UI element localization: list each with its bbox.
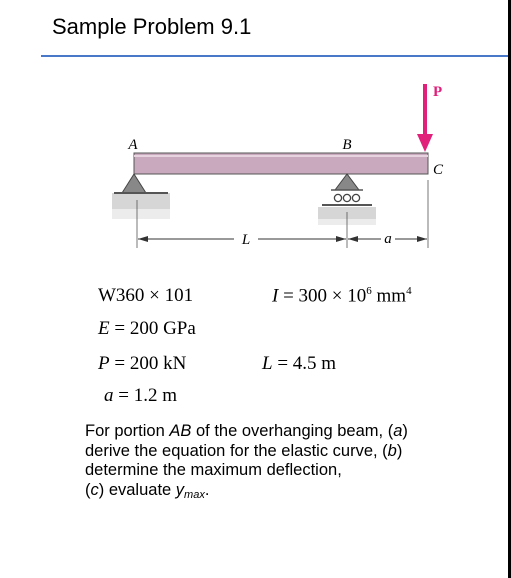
roller — [352, 194, 359, 201]
load-magnitude: P = 200 kN — [98, 353, 187, 374]
moment-of-inertia: $I = 300 \times 10^6$ $mm^4$ — [272, 285, 412, 307]
pin-support-a — [122, 174, 146, 193]
ground-a — [112, 193, 170, 209]
label-c: C — [433, 162, 444, 178]
label-b: B — [342, 137, 352, 153]
label-a-dim: a — [384, 231, 392, 247]
label-p: P — [433, 84, 443, 100]
slide-title: Sample Problem 9.1 — [52, 14, 252, 39]
roller — [343, 194, 350, 201]
label-a: A — [128, 137, 138, 153]
roller-support-b — [335, 174, 359, 190]
section-designation: W360 × 101 — [98, 285, 194, 306]
problem-statement: For portion AB of the overhanging beam, (a) derive the equation for the elastic curve, (b) determine the maximum deflection, (c) evaluate $y_{max}$. — [85, 422, 408, 501]
beam-diagram — [0, 0, 508, 290]
label-L: L — [241, 232, 251, 248]
load-arrow-head — [417, 134, 433, 152]
overhang-length: a = 1.2 m — [104, 385, 177, 406]
span-length: L = 4.5 m — [262, 353, 337, 374]
roller — [334, 194, 341, 201]
modulus-of-elasticity: E = 200 GPa — [98, 318, 196, 339]
